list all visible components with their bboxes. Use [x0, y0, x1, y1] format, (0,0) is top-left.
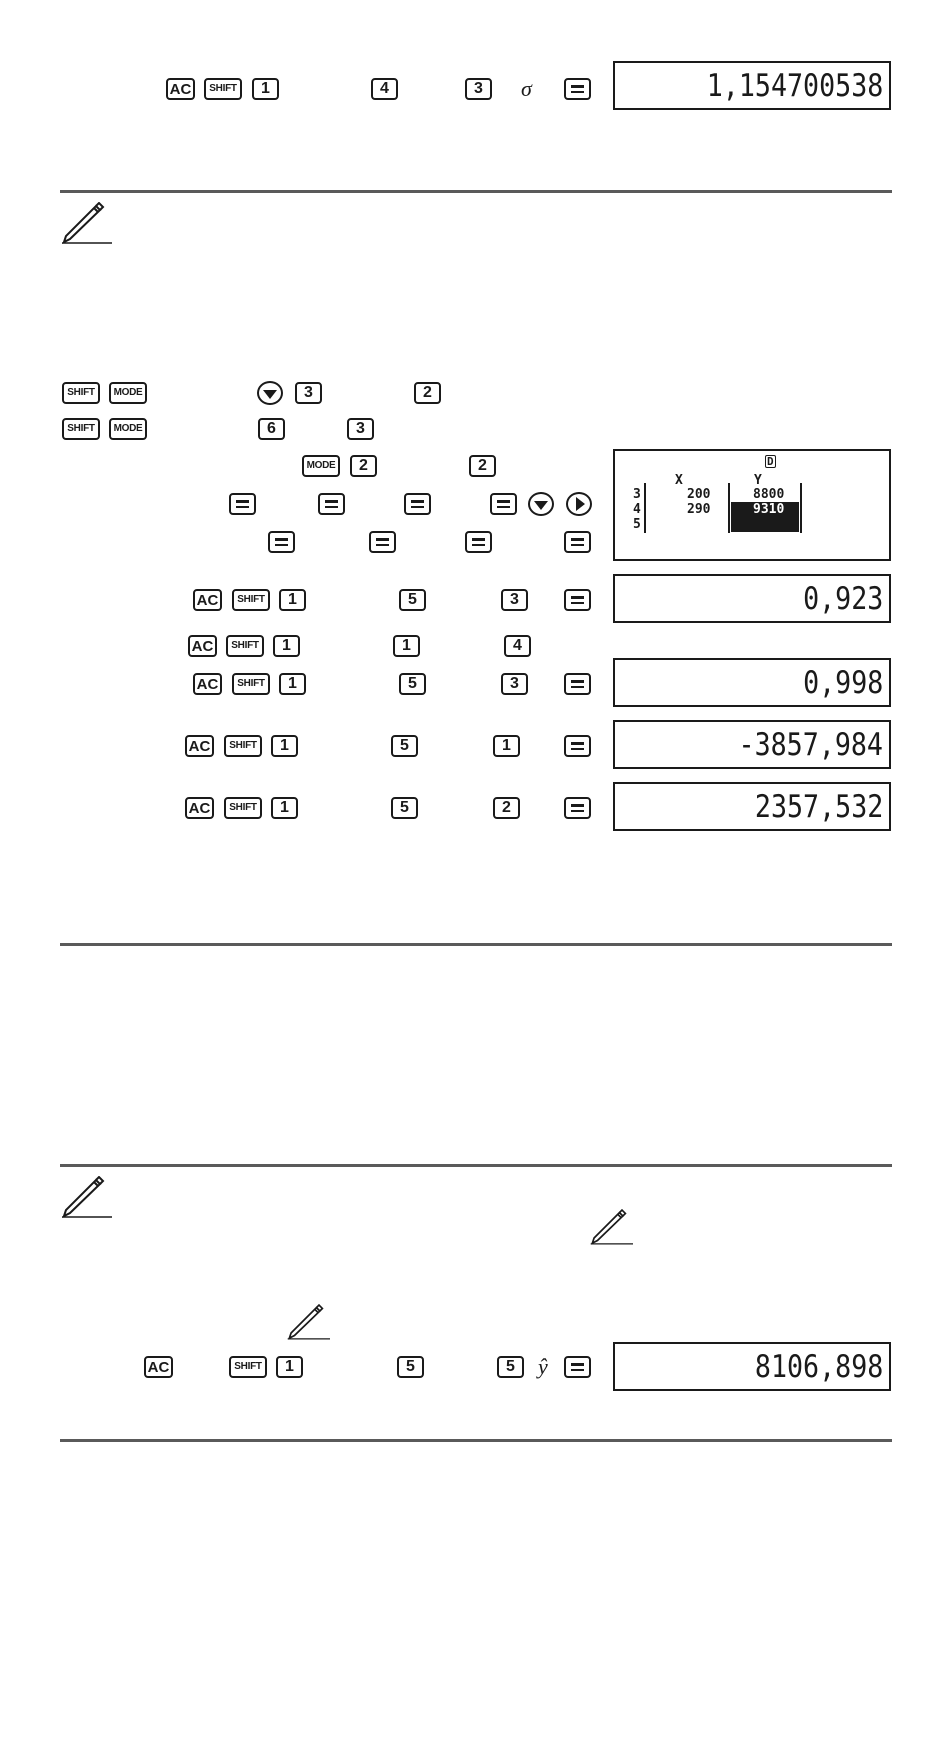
display-result-2: 0,923 [613, 574, 891, 623]
key-1[interactable]: 1 [279, 673, 306, 695]
x-header: X [675, 473, 683, 488]
shift-key[interactable]: SHIFT [204, 78, 242, 100]
mode-key[interactable]: MODE [109, 382, 147, 404]
ac-key[interactable]: AC [188, 635, 217, 657]
equals-key-icon[interactable] [229, 493, 256, 515]
key-1[interactable]: 1 [393, 635, 420, 657]
display-result-1: 1,154700538 [613, 61, 891, 110]
equals-key-icon[interactable] [490, 493, 517, 515]
right-arrow-key-icon[interactable] [566, 492, 592, 516]
column-divider [800, 483, 802, 533]
key-5[interactable]: 5 [399, 589, 426, 611]
key-3[interactable]: 3 [501, 673, 528, 695]
pencil-note-icon [589, 1209, 633, 1245]
equals-key-icon[interactable] [564, 78, 591, 100]
equals-key-icon[interactable] [404, 493, 431, 515]
display-result-6: 8106,898 [613, 1342, 891, 1391]
equals-key-icon[interactable] [564, 589, 591, 611]
column-divider [644, 483, 646, 533]
key-5[interactable]: 5 [497, 1356, 524, 1378]
mode-key[interactable]: MODE [109, 418, 147, 440]
ac-key[interactable]: AC [193, 673, 222, 695]
shift-key[interactable]: SHIFT [224, 797, 262, 819]
shift-key[interactable]: SHIFT [62, 382, 100, 404]
shift-key[interactable]: SHIFT [226, 635, 264, 657]
equals-key-icon[interactable] [564, 735, 591, 757]
key-2[interactable]: 2 [493, 797, 520, 819]
table-cell: 8800 [753, 487, 785, 502]
section-divider [60, 943, 892, 946]
y-hat-symbol: ŷ [538, 1354, 548, 1379]
key-5[interactable]: 5 [397, 1356, 424, 1378]
pencil-note-icon [60, 202, 112, 244]
table-cell: 200 [687, 487, 711, 502]
equals-key-icon[interactable] [465, 531, 492, 553]
key-1[interactable]: 1 [273, 635, 300, 657]
table-cell: 290 [687, 502, 711, 517]
down-arrow-key-icon[interactable] [528, 492, 554, 516]
y-header: Y [754, 473, 762, 488]
display-result-5: 2357,532 [613, 782, 891, 831]
equals-key-icon[interactable] [564, 673, 591, 695]
equals-key-icon[interactable] [564, 1356, 591, 1378]
sigma-symbol: σ [521, 76, 532, 101]
section-divider [60, 1164, 892, 1167]
key-1[interactable]: 1 [271, 797, 298, 819]
key-5[interactable]: 5 [391, 735, 418, 757]
key-1[interactable]: 1 [493, 735, 520, 757]
section-divider [60, 1439, 892, 1442]
shift-key[interactable]: SHIFT [232, 589, 270, 611]
ac-key[interactable]: AC [193, 589, 222, 611]
ac-key[interactable]: AC [185, 735, 214, 757]
equals-key-icon[interactable] [564, 797, 591, 819]
key-3[interactable]: 3 [347, 418, 374, 440]
key-1[interactable]: 1 [252, 78, 279, 100]
equals-key-icon[interactable] [268, 531, 295, 553]
equals-key-icon[interactable] [564, 531, 591, 553]
ac-key[interactable]: AC [144, 1356, 173, 1378]
key-5[interactable]: 5 [399, 673, 426, 695]
mode-key[interactable]: MODE [302, 455, 340, 477]
key-4[interactable]: 4 [371, 78, 398, 100]
key-2[interactable]: 2 [414, 382, 441, 404]
shift-key[interactable]: SHIFT [232, 673, 270, 695]
display-result-4: -3857,984 [613, 720, 891, 769]
key-1[interactable]: 1 [276, 1356, 303, 1378]
key-6[interactable]: 6 [258, 418, 285, 440]
table-display [613, 449, 891, 561]
ac-key[interactable]: AC [185, 797, 214, 819]
key-3[interactable]: 3 [501, 589, 528, 611]
equals-key-icon[interactable] [369, 531, 396, 553]
shift-key[interactable]: SHIFT [224, 735, 262, 757]
equals-key-icon[interactable] [318, 493, 345, 515]
row-number: 3 [633, 487, 641, 502]
key-4[interactable]: 4 [504, 635, 531, 657]
pencil-note-icon [286, 1304, 330, 1340]
down-arrow-key-icon[interactable] [257, 381, 283, 405]
key-3[interactable]: 3 [465, 78, 492, 100]
key-3[interactable]: 3 [295, 382, 322, 404]
key-2[interactable]: 2 [469, 455, 496, 477]
shift-key[interactable]: SHIFT [62, 418, 100, 440]
ac-key[interactable]: AC [166, 78, 195, 100]
section-divider [60, 190, 892, 193]
row-number: 5 [633, 517, 641, 532]
display-result-3: 0,998 [613, 658, 891, 707]
indicator: D [767, 455, 774, 468]
column-divider [728, 483, 730, 533]
pencil-note-icon [60, 1176, 112, 1218]
table-cell-selected: 9310 [753, 502, 785, 517]
key-1[interactable]: 1 [279, 589, 306, 611]
key-2[interactable]: 2 [350, 455, 377, 477]
row-number: 4 [633, 502, 641, 517]
key-1[interactable]: 1 [271, 735, 298, 757]
shift-key[interactable]: SHIFT [229, 1356, 267, 1378]
key-5[interactable]: 5 [391, 797, 418, 819]
